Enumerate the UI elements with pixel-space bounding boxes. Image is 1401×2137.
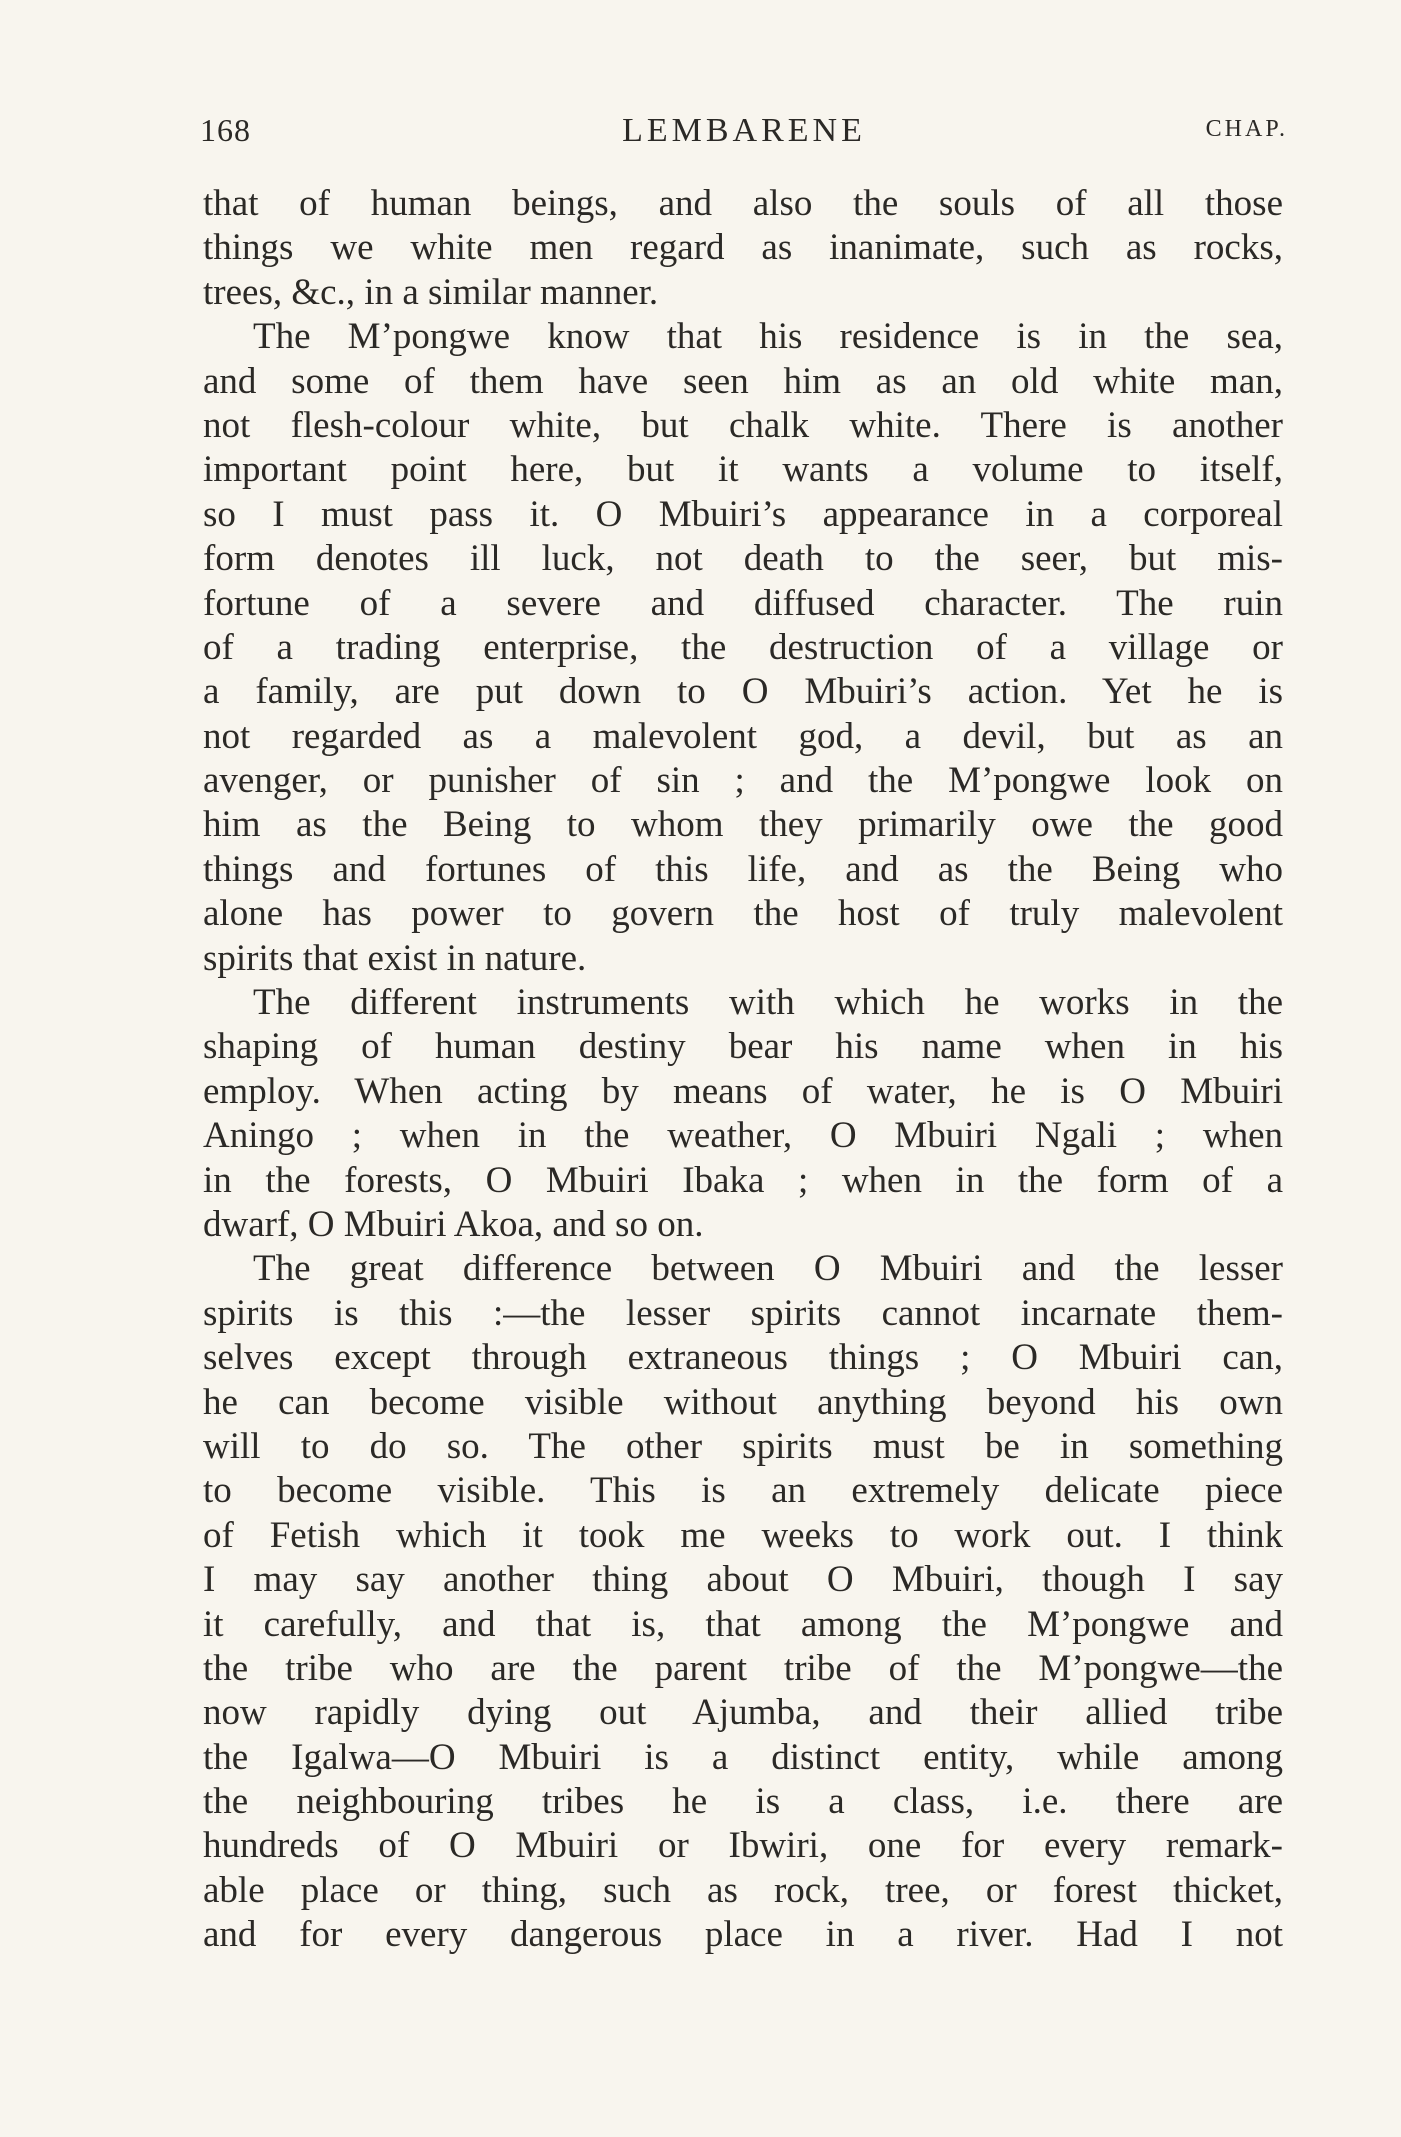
paragraph (203, 981, 1283, 1247)
text-line: to become visible. This is an extremely delicate piece (203, 1470, 1283, 1512)
text-line: important point here, but it wants a volume to itself, (203, 449, 1283, 491)
text-line: of Fetish which it took me weeks to work out. I think (203, 1514, 1283, 1556)
text-line: now rapidly dying out Ajumba, and their allied tribe (203, 1692, 1283, 1734)
text-line: trees, &c., in a similar manner. (203, 271, 659, 313)
text-line: form denotes ill luck, not death to the seer, but mis- (203, 538, 1283, 580)
body-text (203, 182, 1283, 1958)
text-line: hundreds of O Mbuiri or Ibwiri, one for every remark- (203, 1825, 1283, 1867)
chapter-abbreviation: CHAP. (1205, 116, 1288, 142)
text-line: fortune of a severe and diffused character. The ruin (203, 582, 1283, 624)
text-line: things and fortunes of this life, and as the Being who (203, 848, 1283, 890)
text-line: in the forests, O Mbuiri Ibaka ; when in the form of a (203, 1159, 1283, 1201)
text-line: Aningo ; when in the weather, O Mbuiri Ngali ; when (203, 1115, 1283, 1157)
text-line: the neighbouring tribes he is a class, i.e. there are (203, 1781, 1283, 1823)
text-line: The different instruments with which he works in the (253, 982, 1283, 1024)
text-line: that of human beings, and also the souls of all those (203, 183, 1283, 224)
text-line: I may say another thing about O Mbuiri, though I say (203, 1559, 1283, 1601)
text-line: and for every dangerous place in a river. Had I not (203, 1914, 1283, 1956)
text-line: dwarf, O Mbuiri Akoa, and so on. (203, 1203, 704, 1245)
text-line: not flesh-colour white, but chalk white. There is another (203, 404, 1283, 446)
text-line: shaping of human destiny bear his name when in his (203, 1026, 1283, 1068)
text-line: things we white men regard as inanimate, such as rocks, (203, 227, 1283, 269)
paragraph (203, 315, 1283, 981)
text-line: spirits is this :—the lesser spirits cannot incarnate them- (203, 1292, 1283, 1334)
text-line: not regarded as a malevolent god, a devil, but as an (203, 715, 1283, 757)
text-line: The great difference between O Mbuiri and the lesser (253, 1248, 1283, 1290)
running-head (200, 112, 1288, 162)
text-line: The M’pongwe know that his residence is in the sea, (253, 316, 1283, 358)
text-line: spirits that exist in nature. (203, 937, 587, 979)
text-line: will to do so. The other spirits must be in something (203, 1425, 1283, 1467)
text-line: the tribe who are the parent tribe of the M’pongwe—the (203, 1647, 1283, 1689)
paragraph (203, 182, 1283, 315)
text-line: him as the Being to whom they primarily owe the good (203, 804, 1283, 846)
running-title: LEMBARENE (622, 112, 866, 149)
text-line: he can become visible without anything beyond his own (203, 1381, 1283, 1423)
text-line: so I must pass it. O Mbuiri’s appearance in a corporeal (203, 493, 1283, 535)
text-line: of a trading enterprise, the destruction of a village or (203, 626, 1283, 668)
text-line: alone has power to govern the host of truly malevolent (203, 893, 1283, 935)
paragraph (203, 1247, 1283, 1957)
text-line: a family, are put down to O Mbuiri’s action. Yet he is (203, 671, 1283, 713)
text-line: selves except through extraneous things ; O Mbuiri can, (203, 1337, 1283, 1379)
text-line: able place or thing, such as rock, tree, or forest thicket, (203, 1869, 1283, 1911)
text-line: employ. When acting by means of water, he is O Mbuiri (203, 1070, 1283, 1112)
text-line: the Igalwa—O Mbuiri is a distinct entity, while among (203, 1736, 1283, 1778)
page-number: 168 (200, 112, 251, 148)
text-line: and some of them have seen him as an old white man, (203, 360, 1283, 402)
text-line: avenger, or punisher of sin ; and the M’pongwe look on (203, 760, 1283, 802)
text-line: it carefully, and that is, that among the M’pongwe and (203, 1603, 1283, 1645)
